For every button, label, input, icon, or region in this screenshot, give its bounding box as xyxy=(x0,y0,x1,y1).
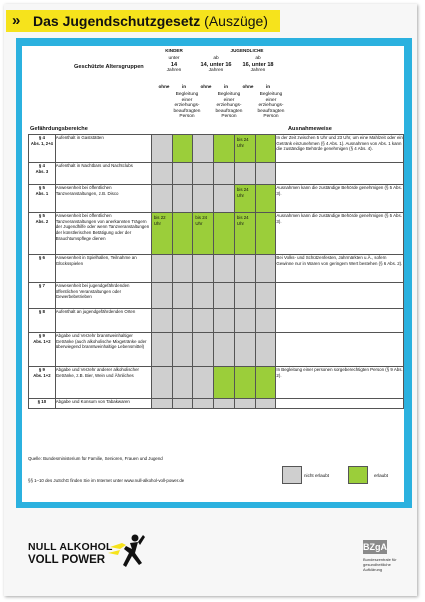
time-limit-label: bis 24 Uhr xyxy=(236,137,249,148)
table-row xyxy=(29,185,404,213)
allowed-cell xyxy=(255,367,276,399)
table-row xyxy=(29,255,404,283)
section-number: § 4 xyxy=(38,135,45,140)
not-allowed-cell xyxy=(193,283,214,309)
not-allowed-cell xyxy=(193,255,214,283)
not-allowed-cell xyxy=(193,399,214,409)
not-allowed-cell xyxy=(151,309,172,333)
areas-label: Gefährdungsbereiche xyxy=(30,126,88,132)
age1-prefix: unter xyxy=(168,56,180,61)
not-allowed-cell xyxy=(234,333,255,367)
title-subtitle: (Auszüge) xyxy=(204,13,268,29)
age2-value: 14, unter 16 xyxy=(200,61,232,68)
begleitung-note-3: Begleitung einer erziehungs-beauftragten Person xyxy=(257,92,285,120)
allowed-cell xyxy=(234,185,255,213)
not-allowed-cell xyxy=(214,399,235,409)
ohne-label-1: ohne xyxy=(158,84,170,89)
section-cell xyxy=(29,399,56,409)
age2-prefix: ab xyxy=(213,56,219,61)
exception-note xyxy=(276,163,404,185)
allowed-cell xyxy=(193,213,214,255)
exception-note: In der Zeit zwischen 5 Uhr und 23 Uhr, um eine Mahlzeit oder ein Getränk einzunehmen (§ 4 Abs. 1). Ausnahmen von Abs. 1 kann die zuständige Behörde genehmigen (§ 4 Abs. 4). xyxy=(276,135,404,163)
not-allowed-cell xyxy=(172,309,193,333)
section-number: § 9 xyxy=(38,367,45,372)
not-allowed-cell xyxy=(234,283,255,309)
section-cell xyxy=(29,283,56,309)
allowed-cell xyxy=(255,135,276,163)
not-allowed-cell xyxy=(151,163,172,185)
section-number: § 9 xyxy=(38,333,45,338)
area-cell: Anwesenheit bei öffentlichen Tanzveranstaltungen von anerkannten Trägern der Jugendhilfe oder wenn Tanzveranstaltungen der künstlerischen Betätigung oder der Brauchtumspflege dienen xyxy=(55,213,151,255)
not-allowed-cell xyxy=(151,185,172,213)
area-cell: Aufenthalt an jugendgefährdenden Orten xyxy=(55,309,151,333)
allowed-cell xyxy=(214,135,235,163)
table-row xyxy=(29,283,404,309)
double-chevron-icon: » xyxy=(12,12,21,29)
age3-value: 16, unter 18 xyxy=(242,61,274,68)
section-cell xyxy=(29,135,56,163)
section-cell xyxy=(29,367,56,399)
exception-note: Bei Volks- und Schützenfesten, Jahrmärkten u.Ä., sofern Gewinne nur in Waren von geringem Wert bestehen (§ 6 Abs. 2). xyxy=(276,255,404,283)
not-allowed-cell xyxy=(255,399,276,409)
table-row xyxy=(29,333,404,367)
table-row xyxy=(29,309,404,333)
time-limit-label: bis 24 Uhr xyxy=(236,215,249,226)
not-allowed-cell xyxy=(151,333,172,367)
brand-line-2: VOLL POWER xyxy=(28,554,106,566)
begleitung-note-2: Begleitung einer erziehungs-beauftragten Person xyxy=(215,92,243,120)
allowed-cell xyxy=(234,135,255,163)
not-allowed-cell xyxy=(214,255,235,283)
section-number: Abs. 1+2 xyxy=(33,338,51,344)
not-allowed-cell xyxy=(255,255,276,283)
section-cell xyxy=(29,213,56,255)
age3-unit: Jahren xyxy=(250,67,266,73)
runner-figure-icon xyxy=(108,531,146,571)
area-cell: Abgabe und Konsum von Tabakwaren xyxy=(55,399,151,409)
not-allowed-cell xyxy=(151,135,172,163)
legend-green-swatch xyxy=(348,466,368,484)
allowed-cell xyxy=(214,367,235,399)
title-banner xyxy=(6,10,280,32)
time-limit-label: bis 22 Uhr xyxy=(153,215,166,226)
not-allowed-cell xyxy=(234,399,255,409)
brand-line-1: NULL ALKOHOL xyxy=(28,541,113,553)
legend-not-allowed: nicht erlaubt xyxy=(304,473,330,478)
area-cell: Anwesenheit bei jugendgefährdenden öffentlichen Veranstaltungen oder Gewerbebetrieben xyxy=(55,283,151,309)
section-cell xyxy=(29,163,56,185)
not-allowed-cell xyxy=(193,333,214,367)
bzga-org-name: Bundeszentrale für gesundheitliche Aufklärung xyxy=(363,557,397,572)
kinder-header: KINDER xyxy=(165,48,183,53)
section-number: Abs. 2 xyxy=(35,218,49,224)
not-allowed-cell xyxy=(214,283,235,309)
ohne-label-3: ohne xyxy=(242,84,254,89)
section-number: § 8 xyxy=(38,309,45,314)
source-note: Quelle: Bundesministerium für Familie, Senioren, Frauen und Jugend xyxy=(28,456,163,461)
not-allowed-cell xyxy=(151,283,172,309)
not-allowed-cell xyxy=(234,255,255,283)
section-number: Abs. 1 xyxy=(35,190,49,196)
not-allowed-cell xyxy=(234,163,255,185)
exception-note: Ausnahmen kann die zuständige Behörde genehmigen (§ 5 Abs. 3). xyxy=(276,213,404,255)
table-row xyxy=(29,367,404,399)
section-number: Abs. 3 xyxy=(35,168,49,174)
age3-prefix: ab xyxy=(255,56,261,61)
not-allowed-cell xyxy=(193,163,214,185)
title-main: Das Jugendschutzgesetz xyxy=(33,13,201,29)
not-allowed-cell xyxy=(172,367,193,399)
area-cell: Anwesenheit in Spielhallen, Teilnahme an Glücksspielen xyxy=(55,255,151,283)
not-allowed-cell xyxy=(214,333,235,367)
not-allowed-cell xyxy=(172,255,193,283)
allowed-cell xyxy=(255,213,276,255)
section-number: § 5 xyxy=(38,213,45,218)
section-cell xyxy=(29,185,56,213)
area-cell: Anwesenheit bei öffentlichen Tanzveranstaltungen, z.B. Disco xyxy=(55,185,151,213)
time-limit-label: bis 24 Uhr xyxy=(195,215,208,226)
section-cell xyxy=(29,255,56,283)
section-number: § 10 xyxy=(37,399,47,404)
not-allowed-cell xyxy=(172,333,193,367)
table-frame xyxy=(16,38,412,508)
section-number: Abs. 1, 2+4 xyxy=(30,140,53,146)
not-allowed-cell xyxy=(193,135,214,163)
in-label-3: in xyxy=(265,84,271,89)
table-row xyxy=(29,163,404,185)
area-cell: Abgabe und Verzehr anderer alkoholischer Getränke, z.B. Bier, Wein und Ähnliches xyxy=(55,367,151,399)
not-allowed-cell xyxy=(172,399,193,409)
website-note: §§ 1–10 des JuSchG finden Sie im Internet unter www.null-alkohol-voll-power.de xyxy=(28,478,185,483)
area-cell: Abgabe und Verzehr branntweinhaltiger Getränke (auch alkoholische Mixgetränke oder überwiegend branntweinhaltige Lebensmittel) xyxy=(55,333,151,367)
age2-unit: Jahren xyxy=(208,67,224,73)
not-allowed-cell xyxy=(193,185,214,213)
not-allowed-cell xyxy=(214,309,235,333)
ohne-label-2: ohne xyxy=(200,84,212,89)
allowed-cell xyxy=(255,185,276,213)
exception-note xyxy=(276,283,404,309)
time-limit-label: bis 24 Uhr xyxy=(236,187,249,198)
not-allowed-cell xyxy=(234,309,255,333)
not-allowed-cell xyxy=(255,333,276,367)
allowed-cell xyxy=(151,213,172,255)
age3-header xyxy=(238,56,278,73)
not-allowed-cell xyxy=(255,163,276,185)
age1-unit: Jahren xyxy=(166,67,182,73)
not-allowed-cell xyxy=(151,399,172,409)
in-label-1: in xyxy=(181,84,187,89)
jugendliche-header: JUGENDLICHE xyxy=(230,48,264,53)
table-row xyxy=(29,399,404,409)
age-groups-label: Geschützte Altersgruppen xyxy=(74,64,144,70)
table-panel xyxy=(22,46,404,502)
legend-allowed: erlaubt xyxy=(374,473,389,478)
not-allowed-cell xyxy=(214,185,235,213)
age1-value: 14 xyxy=(170,61,178,68)
not-allowed-cell xyxy=(193,309,214,333)
section-number: § 4 xyxy=(38,163,45,168)
begleitung-note-1: Begleitung einer erziehungs-beauftragten Person xyxy=(173,92,201,120)
not-allowed-cell xyxy=(172,185,193,213)
not-allowed-cell xyxy=(172,163,193,185)
section-number: § 5 xyxy=(38,185,45,190)
section-number: § 7 xyxy=(38,283,45,288)
page-title xyxy=(33,13,268,29)
area-cell: Aufenthalt in Gaststätten xyxy=(55,135,151,163)
table-row xyxy=(29,135,404,163)
section-cell xyxy=(29,309,56,333)
section-cell xyxy=(29,333,56,367)
not-allowed-cell xyxy=(214,163,235,185)
allowed-cell xyxy=(234,367,255,399)
in-label-2: in xyxy=(223,84,229,89)
exceptions-header: Ausnahmeweise xyxy=(288,126,332,132)
section-number: Abs. 1+2 xyxy=(33,372,51,378)
age1-header xyxy=(154,56,194,73)
not-allowed-cell xyxy=(255,309,276,333)
table-row xyxy=(29,213,404,255)
exception-note: In Begleitung einer personen sorgeberechtigten Person (§ 9 Abs. 2). xyxy=(276,367,404,399)
bzga-logo: BZgA xyxy=(363,542,387,552)
allowed-cell xyxy=(172,135,193,163)
allowed-cell xyxy=(214,213,235,255)
exception-note xyxy=(276,399,404,409)
age2-header xyxy=(196,56,236,73)
section-number: § 6 xyxy=(38,255,45,260)
exception-note xyxy=(276,333,404,367)
exception-note: Ausnahmen kann die zuständige Behörde genehmigen (§ 5 Abs. 3). xyxy=(276,185,404,213)
allowed-cell xyxy=(172,213,193,255)
not-allowed-cell xyxy=(151,367,172,399)
youth-protection-table xyxy=(28,134,404,409)
not-allowed-cell xyxy=(151,255,172,283)
exception-note xyxy=(276,309,404,333)
poster-sheet xyxy=(4,4,417,596)
area-cell: Aufenthalt in Nachtbars und Nachtclubs xyxy=(55,163,151,185)
legend-gray-swatch xyxy=(282,466,302,484)
not-allowed-cell xyxy=(172,283,193,309)
allowed-cell xyxy=(234,213,255,255)
not-allowed-cell xyxy=(255,283,276,309)
not-allowed-cell xyxy=(193,367,214,399)
